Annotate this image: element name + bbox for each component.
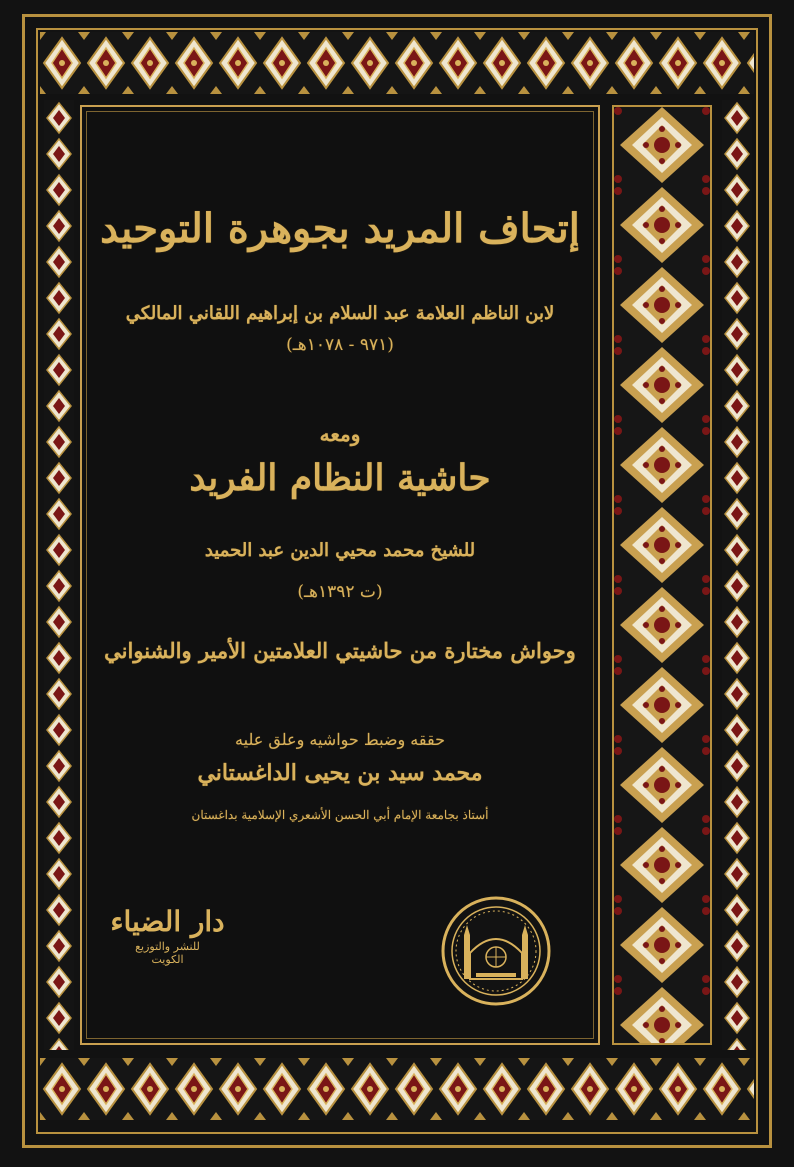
publisher-subtitle: للنشر والتوزيع (135, 940, 200, 953)
edited-by-label: حققه وضبط حواشيه وعلق عليه (235, 730, 445, 749)
bottom-ornament-band-icon (40, 1058, 754, 1120)
top-ornament-band-icon (40, 32, 754, 94)
right-ornament-column-icon (722, 100, 752, 1050)
second-title: حاشية النظام الفريد (189, 457, 491, 499)
university-seal-icon (440, 895, 552, 1007)
second-author-date: (ت ١٣٩٢هـ) (297, 582, 383, 602)
publisher-name: دار الضياء (110, 905, 225, 938)
editor-position: أستاذ بجامعة الإمام أبي الحسن الأشعري الإسلامية بداغستان (191, 808, 489, 822)
notes-line: وحواش مختارة من حاشيتي العلامتين الأمير والشنواني (104, 638, 576, 663)
publisher-logo (95, 905, 240, 966)
author-dates: (٩٧١ - ١٠٧٨هـ) (286, 335, 394, 355)
publisher-city: الكويت (151, 953, 184, 966)
second-author: للشيخ محمد محيي الدين عبد الحميد (204, 540, 476, 561)
main-title: إتحاف المريد بجوهرة التوحيد (100, 205, 580, 252)
right-arabesque-lattice-icon (612, 105, 712, 1045)
left-ornament-column-icon (44, 100, 74, 1050)
author-line: لابن الناظم العلامة عبد السلام بن إبراهيم اللقاني المالكي (125, 303, 555, 324)
with-label: ومعه (319, 422, 361, 446)
editor-name: محمد سيد بن يحيى الداغستاني (197, 760, 483, 786)
